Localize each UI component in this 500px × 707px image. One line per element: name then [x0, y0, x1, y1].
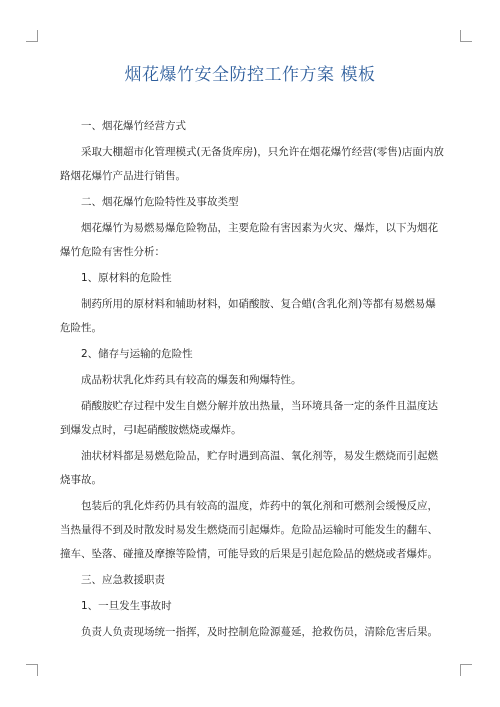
paragraph-hazard-intro: 烟花爆竹为易燃易爆危险物品，主要危险有害因素为火灾、爆炸，以下为烟花爆竹危险有害性分析：	[60, 222, 438, 258]
paragraph-operation-mode: 采取大棚超市化管理模式(无备货库房)，只允许在烟花爆竹经营(零售)店面内放路烟花爆竹产品进行销售。	[60, 146, 444, 182]
document-title: 烟花爆竹安全防控工作方案 模板	[124, 65, 376, 85]
paragraph-raw-materials: 制药所用的原材料和辅助材料，如硝酸胺、复合蜡(含乳化剂)等都有易燃易爆危险性。	[60, 298, 436, 334]
section-heading-2: 二、烟花爆竹危险特性及事故类型	[81, 196, 239, 208]
paragraph-responsibility: 负责人负责现场统一指挥，及时控制危险源蔓延，抢救伤员，清除危害后果。	[81, 626, 438, 638]
subheading-storage-transport: 2、储存与运输的危险性	[81, 348, 193, 360]
document-body	[60, 114, 444, 644]
section-heading-1: 一、烟花爆竹经营方式	[81, 120, 186, 132]
paragraph-ammonium-nitrate: 硝酸胺贮存过程中发生自燃分解并放出热量，当环境具备一定的条件且温度达到爆发点时，弓I起硝酸胺燃烧或爆炸。	[60, 400, 438, 436]
paragraph-packaged-explosive: 包装后的乳化炸药仍具有较高的温度，炸药中的氧化剂和可燃剂会缓慢反应，当热量得不到及时散发时易发生燃烧而引起爆炸。危险品运输时可能发生的翻车、撞车、坠落、碰撞及摩擦等险情，可能导致的后果是引起危险品的燃烧或者爆炸。	[60, 500, 438, 560]
paragraph-oily-materials: 油状材料都是易燃危险品，贮存时遇到高温、氧化剂等，易发生燃烧而引起燃烧事故。	[60, 450, 438, 486]
paragraph-emulsion-explosive: 成品粉状乳化炸药具有较高的爆轰和殉爆特性。	[81, 374, 302, 386]
subheading-raw-materials: 1、原材料的危险性	[81, 272, 172, 284]
section-heading-3: 三、应急救援职责	[81, 574, 165, 586]
subheading-accident: 1、一旦发生事故时	[81, 600, 172, 612]
